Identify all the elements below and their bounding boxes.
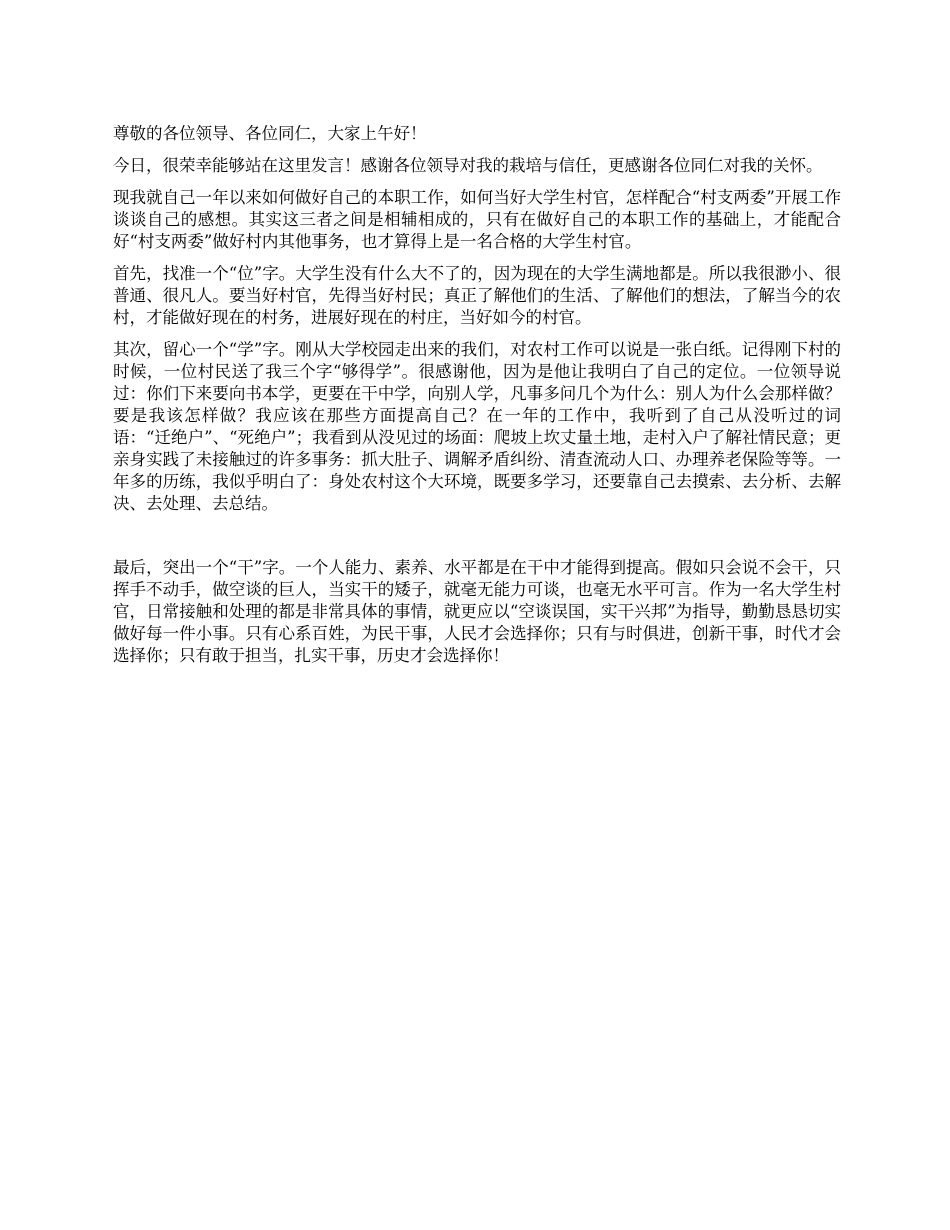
greeting-paragraph: 尊敬的各位领导、各位同仁，大家上午好！ <box>113 124 427 143</box>
document-body <box>113 123 841 677</box>
action-paragraph: 最后，突出一个“干”字。一个人能力、素养、水平都是在干中才能得到提高。假如只会说不会干，只挥手不动手，做空谈的巨人，当实干的矮子，就毫无能力可谈，也毫无水平可言。作为一名大学生村官，日常接触和处理的都是非常具体的事情，就更应以“空谈误国，实干兴邦”为指导，勤勤恳恳切实做好每一件小事。只有心系百姓，为民干事，人民才会选择你；只有与时俱进，创新干事，时代才会选择你；只有敢于担当，扎实干事，历史才会选择你！ <box>113 558 841 665</box>
thanks-paragraph: 今日，很荣幸能够站在这里发言！感谢各位领导对我的栽培与信任，更感谢各位同仁对我的关怀。 <box>113 156 823 175</box>
paragraph-spacer <box>113 525 841 557</box>
position-paragraph: 首先，找准一个“位”字。大学生没有什么大不了的，因为现在的大学生满地都是。所以我很渺小、很普通、很凡人。要当好村官，先得当好村民；真正了解他们的生活、了解他们的想法，了解当今的农村，才能做好现在的村务，进展好现在的村庄，当好如今的村官。 <box>113 264 841 327</box>
intro-paragraph: 现我就自己一年以来如何做好自己的本职工作，如何当好大学生村官，怎样配合“村支两委”开展工作谈谈自己的感想。其实这三者之间是相辅相成的，只有在做好自己的本职工作的基础上，才能配合好“村支两委”做好村内其他事务，也才算得上是一名合格的大学生村官。 <box>113 188 841 251</box>
learning-paragraph: 其次，留心一个“学”字。刚从大学校园走出来的我们，对农村工作可以说是一张白纸。记得刚下村的时候，一位村民送了我三个字“够得学”。很感谢他，因为是他让我明白了自己的定位。一位领导说过：你们下来要向书本学，更要在干中学，向别人学，凡事多问几个为什么：别人为什么会那样做？要是我该怎样做？我应该在那些方面提高自己？在一年的工作中，我听到了自己从没听过的词语：“迁绝户”、“死绝户”；我看到从没见过的场面：爬坡上坎丈量土地，走村入户了解社情民意；更亲身实践了未接触过的许多事务：抓大肚子、调解矛盾纠纷、清查流动人口、办理养老保险等等。一年多的历练，我似乎明白了：身处农村这个大环境，既要多学习，还要靠自己去摸索、去分析、去解决、去处理、去总结。 <box>113 340 841 513</box>
